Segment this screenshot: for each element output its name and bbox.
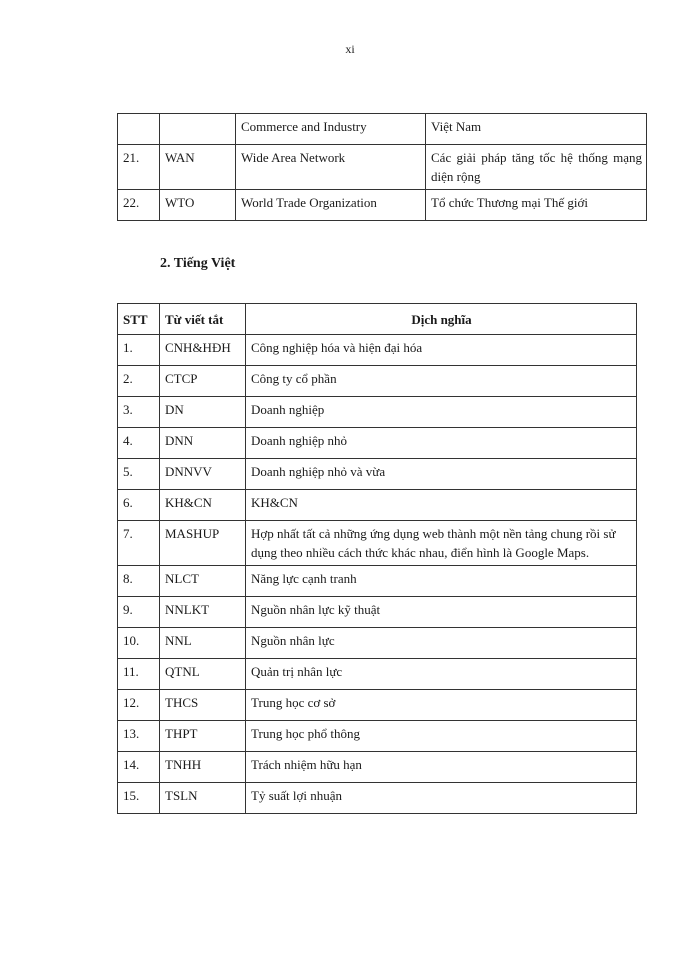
table-row bbox=[118, 397, 637, 428]
abbreviation-cell: QTNL bbox=[160, 659, 246, 690]
abbreviation-cell: DN bbox=[160, 397, 246, 428]
table-row bbox=[118, 366, 637, 397]
meaning-cell: Trung học phổ thông bbox=[246, 721, 637, 752]
abbreviation-cell: NNLKT bbox=[160, 597, 246, 628]
abbreviation-cell: NLCT bbox=[160, 566, 246, 597]
page-number: xi bbox=[345, 42, 355, 56]
abbreviation-cell: WAN bbox=[160, 145, 236, 190]
stt-cell: 3. bbox=[118, 397, 160, 428]
table-header-row bbox=[118, 304, 637, 335]
english-term-cell: Wide Area Network bbox=[236, 145, 426, 190]
abbreviation-cell: DNN bbox=[160, 428, 246, 459]
stt-cell: 12. bbox=[118, 690, 160, 721]
vietnamese-term-cell: Việt Nam bbox=[426, 114, 647, 145]
table-row bbox=[118, 521, 637, 566]
table-row bbox=[118, 145, 647, 190]
table-row bbox=[118, 752, 637, 783]
table-row bbox=[118, 428, 637, 459]
table-row bbox=[118, 628, 637, 659]
stt-cell: 21. bbox=[118, 145, 160, 190]
table-row bbox=[118, 783, 637, 814]
stt-cell: 14. bbox=[118, 752, 160, 783]
stt-cell: 15. bbox=[118, 783, 160, 814]
table-row bbox=[118, 566, 637, 597]
stt-cell: 1. bbox=[118, 335, 160, 366]
meaning-cell: Doanh nghiệp bbox=[246, 397, 637, 428]
table-row bbox=[118, 190, 647, 221]
vietnamese-term-cell: Các giải pháp tăng tốc hệ thống mạng diện rộng bbox=[426, 145, 647, 190]
stt-cell: 11. bbox=[118, 659, 160, 690]
abbreviation-cell: THCS bbox=[160, 690, 246, 721]
table-row bbox=[118, 335, 637, 366]
english-term-cell: World Trade Organization bbox=[236, 190, 426, 221]
stt-cell: 8. bbox=[118, 566, 160, 597]
table-row bbox=[118, 597, 637, 628]
meaning-cell: Nguồn nhân lực bbox=[246, 628, 637, 659]
stt-cell: 13. bbox=[118, 721, 160, 752]
table-row bbox=[118, 721, 637, 752]
stt-cell bbox=[118, 114, 160, 145]
vietnamese-table-body bbox=[118, 335, 637, 814]
stt-cell: 2. bbox=[118, 366, 160, 397]
stt-cell: 5. bbox=[118, 459, 160, 490]
header-abbreviation: Từ viết tắt bbox=[160, 304, 246, 335]
table-row bbox=[118, 490, 637, 521]
english-term-cell: Commerce and Industry bbox=[236, 114, 426, 145]
meaning-cell: Năng lực cạnh tranh bbox=[246, 566, 637, 597]
abbreviation-cell: WTO bbox=[160, 190, 236, 221]
stt-cell: 10. bbox=[118, 628, 160, 659]
meaning-cell: Trách nhiệm hữu hạn bbox=[246, 752, 637, 783]
section-heading: 2. Tiếng Việt bbox=[160, 256, 236, 271]
meaning-cell: Trung học cơ sở bbox=[246, 690, 637, 721]
stt-cell: 6. bbox=[118, 490, 160, 521]
abbreviation-cell: KH&CN bbox=[160, 490, 246, 521]
meaning-cell: Hợp nhất tất cả những ứng dụng web thành một nền tảng chung rồi sử dụng theo nhiều cách thức khác nhau, điển hình là Google Maps. bbox=[246, 521, 637, 566]
abbreviation-cell: CTCP bbox=[160, 366, 246, 397]
abbreviation-cell bbox=[160, 114, 236, 145]
meaning-cell: Quản trị nhân lực bbox=[246, 659, 637, 690]
english-abbreviation-table bbox=[117, 113, 647, 221]
stt-cell: 7. bbox=[118, 521, 160, 566]
abbreviation-cell: TNHH bbox=[160, 752, 246, 783]
table-row bbox=[118, 114, 647, 145]
meaning-cell: KH&CN bbox=[246, 490, 637, 521]
header-meaning: Dịch nghĩa bbox=[246, 304, 637, 335]
abbreviation-cell: THPT bbox=[160, 721, 246, 752]
abbreviation-cell: DNNVV bbox=[160, 459, 246, 490]
meaning-cell: Công ty cổ phần bbox=[246, 366, 637, 397]
header-stt: STT bbox=[118, 304, 160, 335]
abbreviation-cell: CNH&HĐH bbox=[160, 335, 246, 366]
stt-cell: 4. bbox=[118, 428, 160, 459]
abbreviation-cell: MASHUP bbox=[160, 521, 246, 566]
stt-cell: 9. bbox=[118, 597, 160, 628]
meaning-cell: Công nghiệp hóa và hiện đại hóa bbox=[246, 335, 637, 366]
vietnamese-abbreviation-table bbox=[117, 303, 637, 814]
vietnamese-term-cell: Tổ chức Thương mại Thế giới bbox=[426, 190, 647, 221]
meaning-cell: Tỷ suất lợi nhuận bbox=[246, 783, 637, 814]
meaning-cell: Nguồn nhân lực kỹ thuật bbox=[246, 597, 637, 628]
table-row bbox=[118, 690, 637, 721]
abbreviation-cell: TSLN bbox=[160, 783, 246, 814]
meaning-cell: Doanh nghiệp nhỏ bbox=[246, 428, 637, 459]
stt-cell: 22. bbox=[118, 190, 160, 221]
table-row bbox=[118, 459, 637, 490]
table-row bbox=[118, 659, 637, 690]
abbreviation-cell: NNL bbox=[160, 628, 246, 659]
meaning-cell: Doanh nghiệp nhỏ và vừa bbox=[246, 459, 637, 490]
